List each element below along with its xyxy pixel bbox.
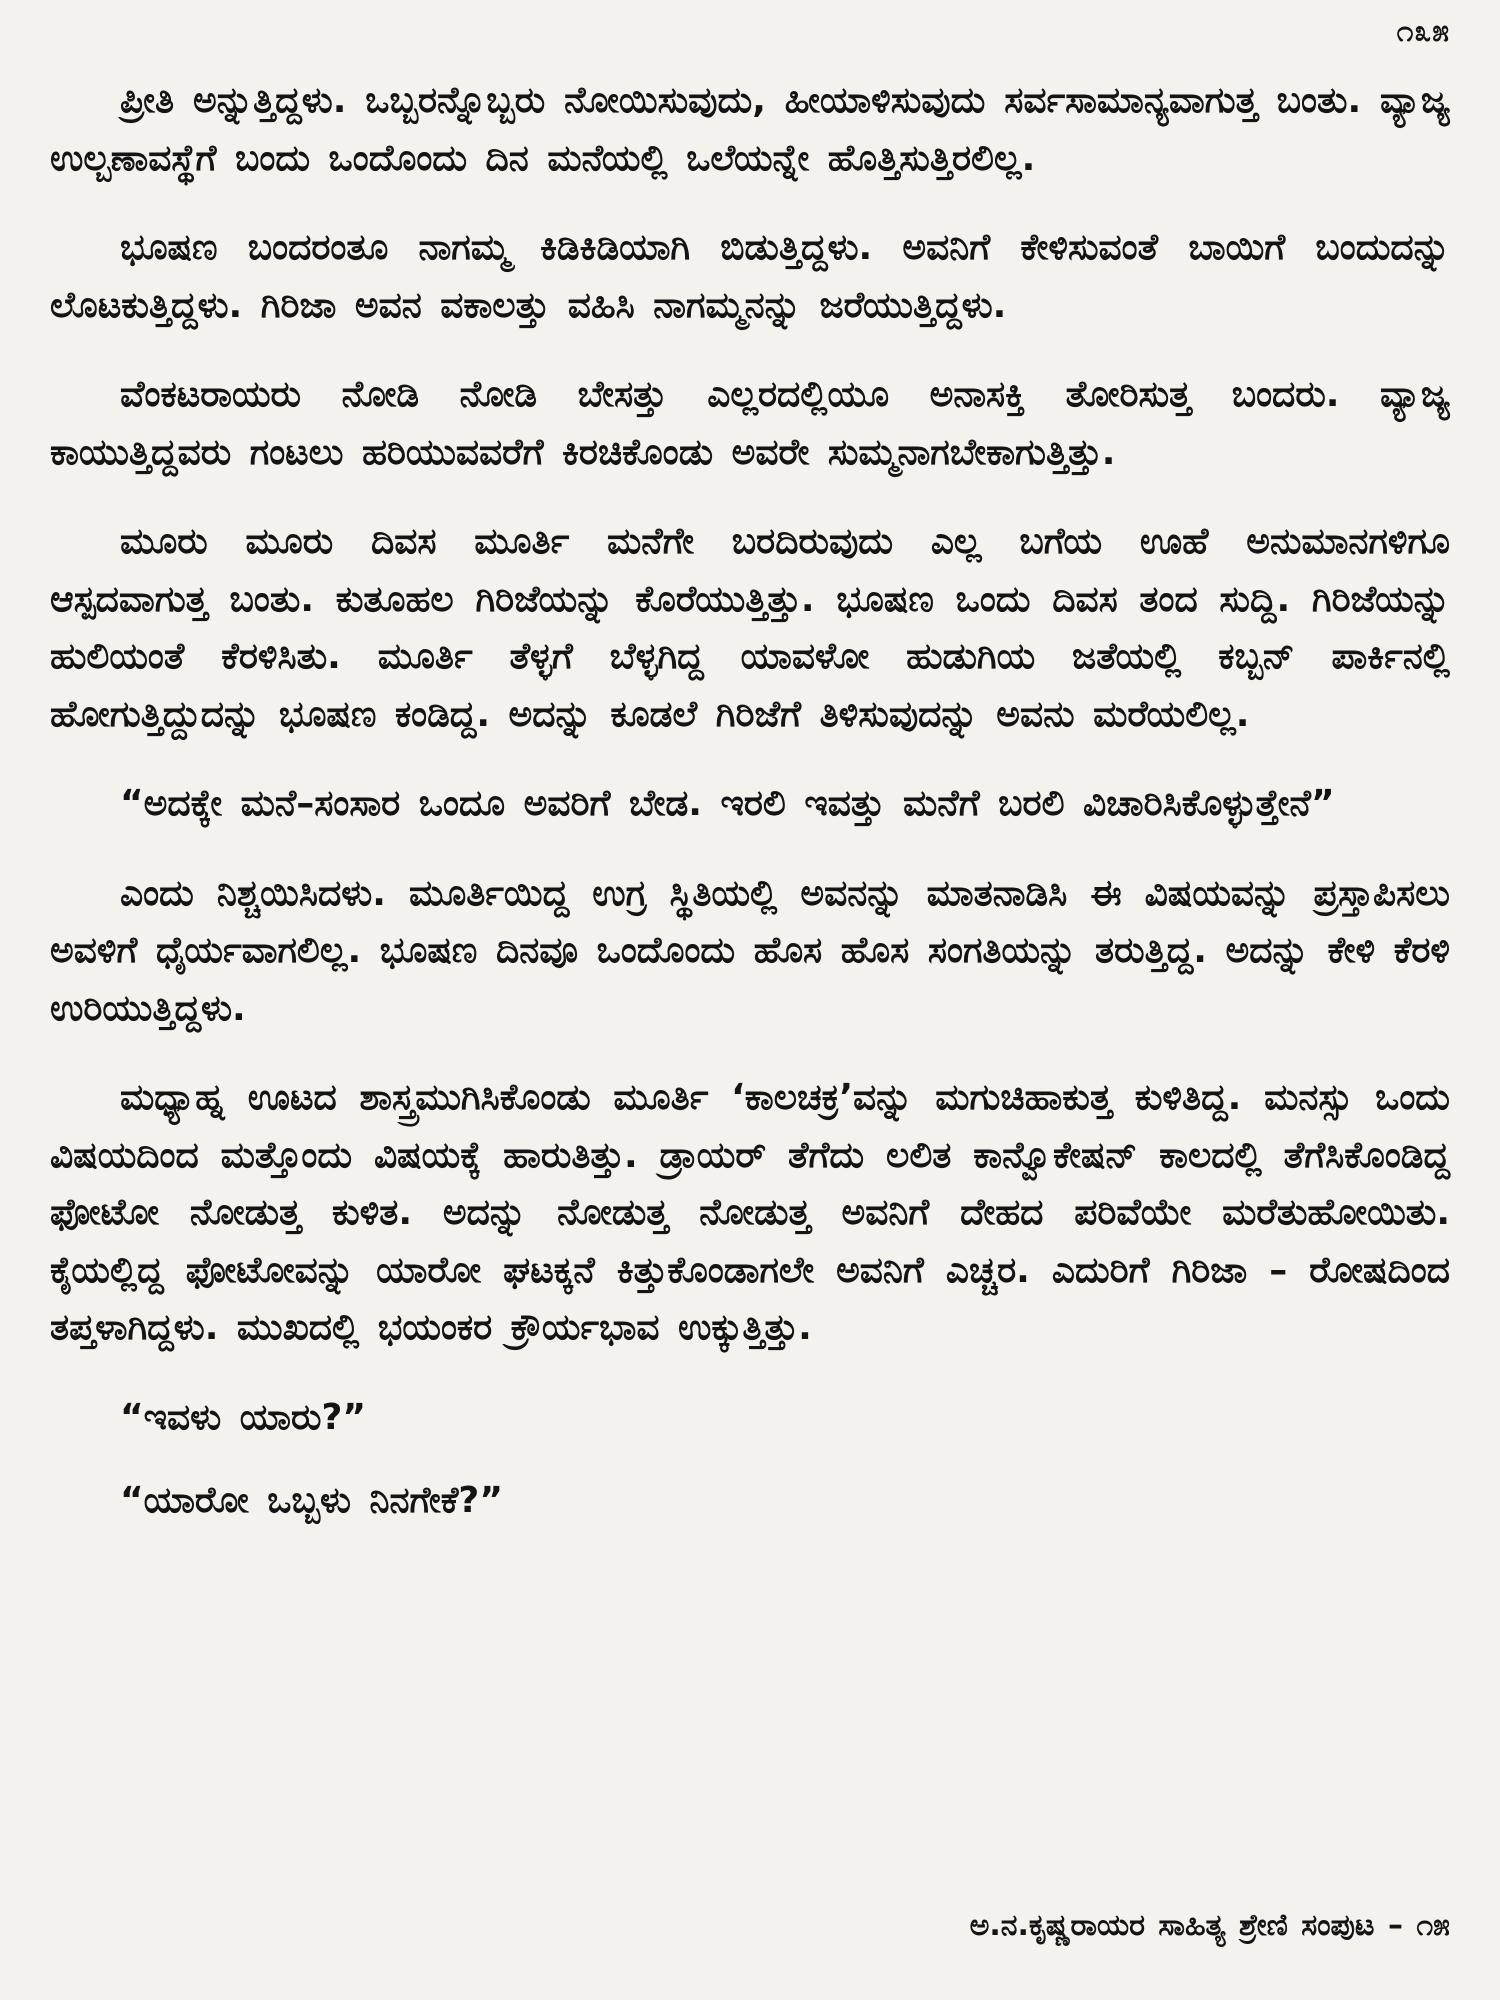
dialogue-line: “ಯಾರೋ ಒಬ್ಬಳು ನಿನಗೇಕೆ?” — [120, 1480, 503, 1521]
page-body — [50, 72, 1450, 1556]
dialogue-line: “ಇವಳು ಯಾರು?” — [120, 1396, 367, 1438]
paragraph: ಮೂರು ಮೂರು ದಿವಸ ಮೂರ್ತಿ ಮನೆಗೇ ಬರದಿರುವುದು ಎಲ್ಲ ಬಗೆಯ ಊಹೆ ಅನುಮಾನಗಳಿಗೂ ಆಸ್ಪದವಾಗುತ್ತ ಬಂತು. ಕುತೂಹಲ ಗಿರಿಜೆಯನ್ನು ಕೊರೆಯುತ್ತಿತ್ತು. ಭೂಷಣ ಒಂದು ದಿವಸ ತಂದ ಸುದ್ದಿ. ಗಿರಿಜೆಯನ್ನು ಹುಲಿಯಂತೆ ಕೆರಳಿಸಿತು. ಮೂರ್ತಿ ತೆಳ್ಳಗೆ ಬೆಳ್ಳಗಿದ್ದ ಯಾವಳೋ ಹುಡುಗಿಯ ಜತೆಯಲ್ಲಿ ಕಬ್ಬನ್ ಪಾರ್ಕಿನಲ್ಲಿ ಹೋಗುತ್ತಿದ್ದುದನ್ನು ಭೂಷಣ ಕಂಡಿದ್ದ. ಅದನ್ನು ಕೂಡಲೆ ಗಿರಿಜೆಗೆ ತಿಳಿಸುವುದನ್ನು ಅವನು ಮರೆಯಲಿಲ್ಲ. — [50, 521, 1450, 735]
paragraph: ಎಂದು ನಿಶ್ಚಯಿಸಿದಳು. ಮೂರ್ತಿಯಿದ್ದ ಉಗ್ರ ಸ್ಥಿತಿಯಲ್ಲಿ ಅವನನ್ನು ಮಾತನಾಡಿಸಿ ಈ ವಿಷಯವನ್ನು ಪ್ರಸ್ತಾಪಿಸಲು ಅವಳಿಗೆ ಧೈರ್ಯವಾಗಲಿಲ್ಲ. ಭೂಷಣ ದಿನವೂ ಒಂದೊಂದು ಹೊಸ ಹೊಸ ಸಂಗತಿಯನ್ನು ತರುತ್ತಿದ್ದ. ಅದನ್ನು ಕೇಳಿ ಕೆರಳಿ ಉರಿಯುತ್ತಿದ್ದಳು. — [50, 872, 1450, 1029]
paragraph: ಪ್ರೀತಿ ಅನ್ನುತ್ತಿದ್ದಳು. ಒಬ್ಬರನ್ನೊಬ್ಬರು ನೋಯಿಸುವುದು, ಹೀಯಾಳಿಸುವುದು ಸರ್ವಸಾಮಾನ್ಯವಾಗುತ್ತ ಬಂತು. ವ್ಯಾಜ್ಯ ಉಲ್ಬಣಾವಸ್ಥೆಗೆ ಬಂದು ಒಂದೊಂದು ದಿನ ಮನೆಯಲ್ಲಿ ಒಲೆಯನ್ನೇ ಹೊತ್ತಿಸುತ್ತಿರಲಿಲ್ಲ. — [50, 80, 1450, 179]
paragraph: ವೆಂಕಟರಾಯರು ನೋಡಿ ನೋಡಿ ಬೇಸತ್ತು ಎಲ್ಲರದಲ್ಲಿಯೂ ಅನಾಸಕ್ತಿ ತೋರಿಸುತ್ತ ಬಂದರು. ವ್ಯಾಜ್ಯ ಕಾಯುತ್ತಿದ್ದವರು ಗಂಟಲು ಹರಿಯುವವರೆಗೆ ಕಿರಚಿಕೊಂಡು ಅವರೇ ಸುಮ್ಮನಾಗಬೇಕಾಗುತ್ತಿತ್ತು. — [50, 374, 1450, 473]
paragraph: “ಅದಕ್ಕೇ ಮನೆ–ಸಂಸಾರ ಒಂದೂ ಅವರಿಗೆ ಬೇಡ. ಇರಲಿ ಇವತ್ತು ಮನೆಗೆ ಬರಲಿ ವಿಚಾರಿಸಿಕೊಳ್ಳುತ್ತೇನೆ” — [120, 783, 1335, 824]
page-number: ೧೩೫ — [1396, 14, 1450, 49]
series-footer: ಅ.ನ.ಕೃಷ್ಣರಾಯರ ಸಾಹಿತ್ಯ ಶ್ರೇಣಿ ಸಂಪುಟ – ೧೫ — [969, 1908, 1450, 1943]
paragraph: ಭೂಷಣ ಬಂದರಂತೂ ನಾಗಮ್ಮ ಕಿಡಿಕಿಡಿಯಾಗಿ ಬಿಡುತ್ತಿದ್ದಳು. ಅವನಿಗೆ ಕೇಳಿಸುವಂತೆ ಬಾಯಿಗೆ ಬಂದುದನ್ನು ಲೊಟಕುತ್ತಿದ್ದಳು. ಗಿರಿಜಾ ಅವನ ವಕಾಲತ್ತು ವಹಿಸಿ ನಾಗಮ್ಮನನ್ನು ಜರೆಯುತ್ತಿದ್ದಳು. — [50, 227, 1450, 326]
paragraph: ಮಧ್ಯಾಹ್ನ ಊಟದ ಶಾಸ್ತ್ರಮುಗಿಸಿಕೊಂಡು ಮೂರ್ತಿ ‘ಕಾಲಚಕ್ರ’ವನ್ನು ಮಗುಚಿಹಾಕುತ್ತ ಕುಳಿತಿದ್ದ. ಮನಸ್ಸು ಒಂದು ವಿಷಯದಿಂದ ಮತ್ತೊಂದು ವಿಷಯಕ್ಕೆ ಹಾರುತಿತ್ತು. ಡ್ರಾಯರ್ ತೆಗೆದು ಲಲಿತ ಕಾನ್ವೊಕೇಷನ್ ಕಾಲದಲ್ಲಿ ತೆಗೆಸಿಕೊಂಡಿದ್ದ ಫೋಟೋ ನೋಡುತ್ತ ಕುಳಿತ. ಅದನ್ನು ನೋಡುತ್ತ ನೋಡುತ್ತ ಅವನಿಗೆ ದೇಹದ ಪರಿವೆಯೇ ಮರೆತುಹೋಯಿತು. ಕೈಯಲ್ಲಿದ್ದ ಫೋಟೋವನ್ನು ಯಾರೋ ಘಟಕ್ಕನೆ ಕಿತ್ತುಕೊಂಡಾಗಲೇ ಅವನಿಗೆ ಎಚ್ಚರ. ಎದುರಿಗೆ ಗಿರಿಜಾ – ರೋಷದಿಂದ ತಪ್ತಳಾಗಿದ್ದಳು. ಮುಖದಲ್ಲಿ ಭಯಂಕರ ಕ್ರೌರ್ಯಭಾವ ಉಕ್ಕುತ್ತಿತ್ತು. — [50, 1077, 1450, 1348]
